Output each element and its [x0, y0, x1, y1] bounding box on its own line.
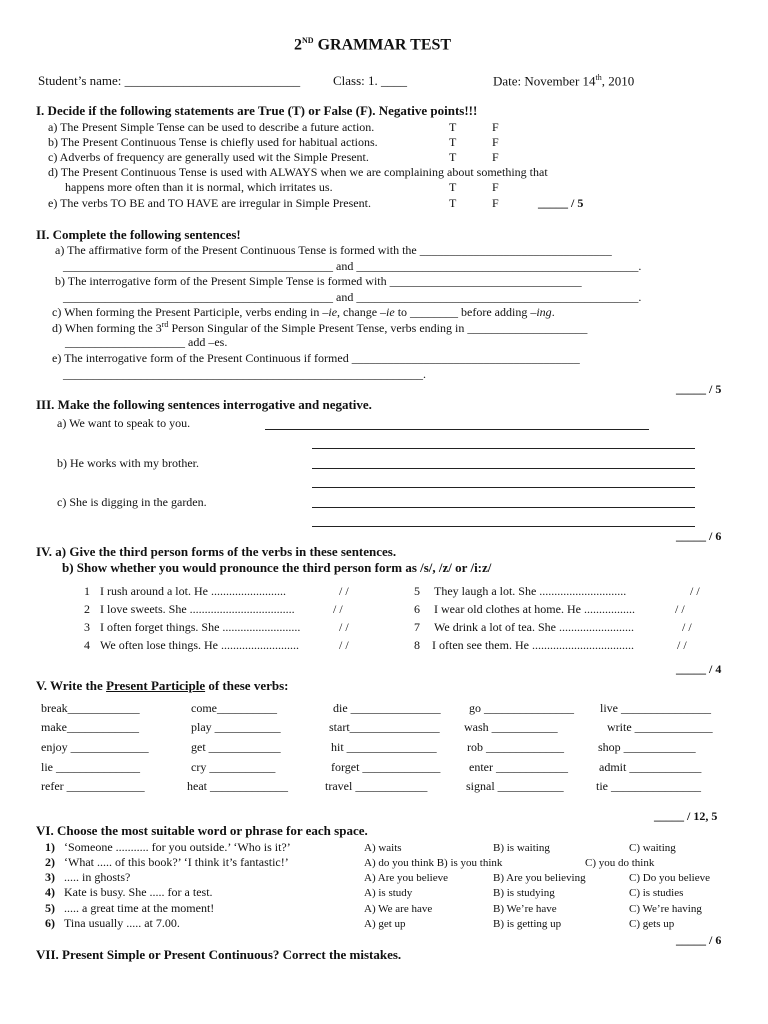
s5-verb-field[interactable]: come__________: [191, 701, 277, 715]
s5-verb-field[interactable]: tie _______________: [596, 779, 701, 793]
s3-answer-line[interactable]: [312, 468, 695, 469]
s2-b-line1[interactable]: b) The interrogative form of the Present Simple Tense is formed with ________________________________: [55, 274, 582, 288]
s6-qnum: 3): [45, 870, 55, 884]
s6-question: ‘What ..... of this book?’ ‘I think it’s fantastic!’: [64, 855, 289, 869]
s6-score: _____ / 6: [676, 933, 722, 947]
title-text: GRAMMAR TEST: [317, 36, 452, 54]
s1-false-a[interactable]: F: [492, 120, 499, 134]
s5-verb-field[interactable]: wash ___________: [464, 720, 558, 734]
s2-b-line2[interactable]: _____________________________________________ and _______________________________________________.: [63, 290, 642, 304]
s1-item-b: b) The Present Continuous Tense is chiefly used for habitual actions.: [48, 135, 378, 149]
s3-answer-line[interactable]: [312, 526, 695, 527]
s2-c-end: .: [551, 305, 555, 319]
s5-verb-field[interactable]: break____________: [41, 701, 140, 715]
s1-false-b[interactable]: F: [492, 135, 499, 149]
s6-qnum: 5): [45, 901, 55, 915]
s6-question: ..... in ghosts?: [64, 870, 131, 884]
s4-num: 7: [414, 620, 420, 634]
s5-verb-field[interactable]: hit _______________: [331, 740, 437, 754]
section-4-heading: IV. a) Give the third person forms of the verbs in these sentences.: [36, 544, 397, 559]
s5-heading-pre: V. Write the: [36, 678, 107, 693]
title-sup: ND: [302, 36, 314, 45]
s5-verb-field[interactable]: go _______________: [469, 701, 574, 715]
s6-option-a[interactable]: A) get up: [364, 918, 406, 930]
s5-verb-field[interactable]: make____________: [41, 720, 139, 734]
s6-option-a[interactable]: A) We are have: [364, 903, 433, 915]
s4-slashes[interactable]: / /: [339, 584, 349, 598]
section-6-heading: VI. Choose the most suitable word or phrase for each space.: [36, 823, 368, 838]
section-2-heading: II. Complete the following sentences!: [36, 227, 241, 242]
s4-slashes[interactable]: / /: [682, 620, 692, 634]
s5-verb-field[interactable]: heat _____________: [187, 779, 288, 793]
s5-verb-field[interactable]: shop ____________: [598, 740, 696, 754]
section-4-subheading: b) Show whether you would pronounce the third person form as /s/, /z/ or /i:z/: [62, 560, 492, 575]
s1-score: _____ / 5: [538, 196, 584, 210]
s1-false-d[interactable]: F: [492, 180, 499, 194]
s3-sentence-b: b) He works with my brother.: [57, 456, 199, 470]
s2-c-pre: c) When forming the Present Participle, verbs ending in –: [52, 305, 329, 319]
s4-sentence[interactable]: I rush around a lot. He .........................: [100, 584, 286, 598]
date-text: Date: November 14: [493, 73, 596, 89]
s4-sentence[interactable]: I love sweets. She ...................................: [100, 602, 295, 616]
student-name-field[interactable]: Student’s name: ___________________________: [38, 73, 301, 88]
s2-c-ie2: ie: [386, 305, 395, 319]
s6-question: Kate is busy. She ..... for a test.: [64, 885, 213, 899]
s3-answer-line[interactable]: [312, 448, 695, 449]
s6-option-a[interactable]: A) waits: [364, 842, 402, 854]
s5-score: _____ / 12, 5: [654, 809, 718, 823]
s6-option-b[interactable]: B) Are you believing: [493, 872, 586, 884]
s5-verb-field[interactable]: admit ____________: [599, 760, 702, 774]
s1-true-e[interactable]: T: [449, 196, 457, 210]
s4-num: 3: [84, 620, 90, 634]
s5-verb-field[interactable]: play ___________: [191, 720, 281, 734]
s6-option-b[interactable]: B) is getting up: [493, 918, 562, 930]
s2-d-sup: rd: [161, 320, 169, 329]
s2-a-line2[interactable]: _____________________________________________ and _______________________________________________.: [63, 259, 642, 273]
s2-d-line1[interactable]: [52, 320, 587, 336]
s4-sentence[interactable]: I often see them. He ..................................: [432, 638, 634, 652]
s4-sentence[interactable]: I often forget things. She ..........................: [100, 620, 301, 634]
s1-item-e: e) The verbs TO BE and TO HAVE are irregular in Simple Present.: [48, 196, 371, 210]
s1-true-c[interactable]: T: [449, 150, 457, 164]
s2-score: _____ / 5: [676, 382, 722, 396]
s1-item-d2: happens more often than it is normal, which irritates us.: [65, 180, 333, 194]
class-field[interactable]: Class: 1. ____: [333, 73, 408, 88]
s1-true-a[interactable]: T: [449, 120, 457, 134]
s4-slashes[interactable]: / /: [339, 620, 349, 634]
s4-slashes[interactable]: / /: [333, 602, 343, 616]
s5-verb-field[interactable]: cry ___________: [191, 760, 276, 774]
section-5-heading: [36, 678, 289, 694]
s6-qnum: 1): [45, 840, 55, 854]
s6-option-c[interactable]: C) Do you believe: [629, 872, 710, 884]
s4-num: 5: [414, 584, 420, 598]
s6-option-c[interactable]: C) waiting: [629, 842, 676, 854]
s2-a-line1[interactable]: a) The affirmative form of the Present Continuous Tense is formed with the ________________________________: [55, 243, 612, 257]
s1-item-c: c) Adverbs of frequency are generally used wit the Simple Present.: [48, 150, 369, 164]
s4-num: 4: [84, 638, 90, 652]
section-7-heading: VII. Present Simple or Present Continuous? Correct the mistakes.: [36, 947, 402, 962]
s2-e-line2[interactable]: ____________________________________________________________.: [63, 367, 426, 381]
s6-qnum: 4): [45, 885, 55, 899]
s6-question: Tina usually ..... at 7.00.: [64, 916, 180, 930]
s4-slashes[interactable]: / /: [339, 638, 349, 652]
title-number: 2: [294, 36, 302, 54]
s5-verb-field[interactable]: signal ___________: [466, 779, 564, 793]
s3-score: _____ / 6: [676, 529, 722, 543]
date-sup: th: [595, 73, 602, 82]
s2-c-ing: ing: [536, 305, 552, 319]
s5-verb-field[interactable]: start_______________: [329, 720, 440, 734]
s1-item-a: a) The Present Simple Tense can be used to describe a future action.: [48, 120, 375, 134]
s4-sentence[interactable]: We often lose things. He ..........................: [100, 638, 300, 652]
s6-qnum: 2): [45, 855, 55, 869]
s4-num: 1: [84, 584, 90, 598]
s4-slashes[interactable]: / /: [675, 602, 685, 616]
s6-option-c[interactable]: C) gets up: [629, 918, 675, 930]
s6-option-b[interactable]: B) is waiting: [493, 842, 550, 854]
s5-verb-field[interactable]: rob _____________: [467, 740, 564, 754]
s6-qnum: 6): [45, 916, 55, 930]
s5-verb-field[interactable]: enter ____________: [469, 760, 568, 774]
s6-option-c[interactable]: C) you do think: [585, 857, 655, 869]
s4-score: _____ / 4: [676, 662, 722, 676]
page-title: [294, 36, 451, 54]
s1-true-d[interactable]: T: [449, 180, 457, 194]
s3-answer-line[interactable]: [312, 487, 695, 488]
s5-verb-field[interactable]: die _______________: [333, 701, 441, 715]
s6-option-b[interactable]: B) is studying: [493, 887, 555, 899]
s6-question: ..... a great time at the moment!: [64, 901, 215, 915]
section-1-heading: I. Decide if the following statements are True (T) or False (F). Negative points!!!: [36, 103, 478, 118]
s2-d-line2[interactable]: ____________________ add –es.: [65, 335, 228, 349]
s2-c-ie: ie: [328, 305, 338, 319]
s5-verb-field[interactable]: enjoy _____________: [41, 740, 149, 754]
s4-num: 8: [414, 638, 420, 652]
s4-slashes[interactable]: / /: [677, 638, 687, 652]
s2-d-pre: d) When forming the 3: [52, 321, 162, 335]
s5-verb-field[interactable]: refer _____________: [41, 779, 145, 793]
date-year: , 2010: [601, 73, 635, 89]
s4-num: 2: [84, 602, 90, 616]
s1-true-b[interactable]: T: [449, 135, 457, 149]
s2-c-post: to ________ before adding –: [394, 305, 537, 319]
s6-option-c[interactable]: C) is studies: [629, 887, 684, 899]
s3-answer-line[interactable]: [265, 429, 649, 430]
s6-option-a[interactable]: A) Are you believe: [364, 872, 448, 884]
s4-sentence[interactable]: I wear old clothes at home. He .................: [434, 602, 635, 616]
s2-d-post: Person Singular of the Simple Present Tense, verbs ending in ____________________: [168, 321, 588, 335]
s5-verb-field[interactable]: write _____________: [607, 720, 713, 734]
s4-slashes[interactable]: / /: [690, 584, 700, 598]
s1-false-e[interactable]: F: [492, 196, 499, 210]
s1-false-c[interactable]: F: [492, 150, 499, 164]
s5-verb-field[interactable]: travel ____________: [325, 779, 428, 793]
s2-c-mid: , change –: [337, 305, 387, 319]
s5-verb-field[interactable]: live _______________: [600, 701, 711, 715]
s3-sentence-a: a) We want to speak to you.: [57, 416, 191, 430]
s2-e-line1[interactable]: e) The interrogative form of the Present Continuous if formed ______________________________________: [52, 351, 580, 365]
s5-verb-field[interactable]: get ____________: [191, 740, 281, 754]
s4-sentence[interactable]: We drink a lot of tea. She .........................: [434, 620, 634, 634]
s4-sentence[interactable]: They laugh a lot. She .............................: [434, 584, 627, 598]
s2-c-line[interactable]: [52, 305, 555, 320]
s6-option-a[interactable]: A) is study: [364, 887, 413, 899]
s6-option-b[interactable]: B) We’re have: [493, 903, 557, 915]
section-3-heading: III. Make the following sentences interrogative and negative.: [36, 397, 372, 412]
date-label: [493, 73, 634, 89]
s5-heading-post: of these verbs:: [205, 678, 289, 693]
s4-num: 6: [414, 602, 420, 616]
s5-heading-underlined: Present Participle: [106, 678, 206, 693]
s6-option-a[interactable]: A) do you think B) is you think: [364, 857, 503, 869]
s1-item-d: d) The Present Continuous Tense is used with ALWAYS when we are complaining about something that: [48, 165, 548, 179]
s3-sentence-c: c) She is digging in the garden.: [57, 495, 207, 509]
s5-verb-field[interactable]: forget _____________: [331, 760, 441, 774]
s3-answer-line[interactable]: [312, 507, 695, 508]
s6-option-c[interactable]: C) We’re having: [629, 903, 702, 915]
s6-question: ‘Someone ........... for you outside.’ ‘Who is it?’: [64, 840, 291, 854]
s5-verb-field[interactable]: lie ______________: [41, 760, 140, 774]
